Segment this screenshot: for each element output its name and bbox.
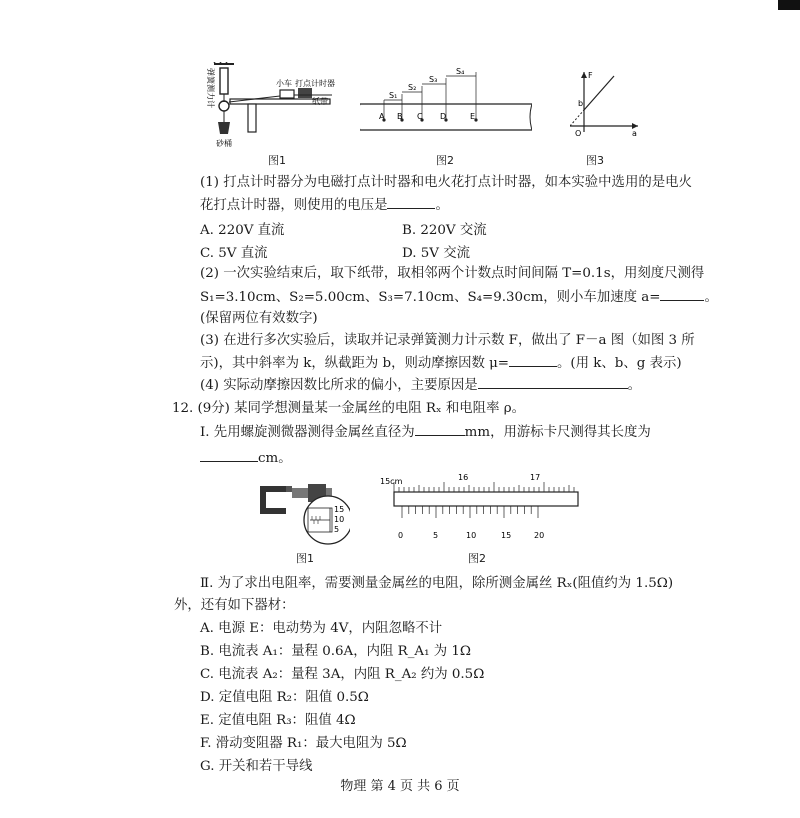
- micrometer-scale-5: 5: [334, 525, 340, 534]
- segment-S3: S₃: [429, 75, 438, 84]
- vernier-sub-0: 0: [398, 531, 404, 540]
- tape-point-D: D: [440, 112, 447, 121]
- q11-part3-end: 。(用 k、b、g 表示): [557, 356, 682, 371]
- q12-I-end: cm。: [258, 451, 292, 466]
- q11-part2-line2: [200, 288, 718, 307]
- q11-part2-text: S₁=3.10cm、S₂=5.00cm、S₃=7.10cm、S₄=9.30cm，则小车加速度 a=: [200, 290, 661, 305]
- equipment-item: C. 电流表 A₂：量程 3A，内阻 R_A₂ 约为 0.5Ω: [200, 667, 485, 682]
- answer-blank-acceleration[interactable]: [660, 288, 704, 301]
- answer-blank-voltage[interactable]: [387, 196, 435, 209]
- vernier-sub-15: 15: [501, 531, 512, 540]
- vernier-sub-20: 20: [534, 531, 545, 540]
- tape-point-A: A: [379, 112, 385, 121]
- page-footer: 物理 第 4 页 共 6 页: [340, 779, 460, 794]
- f-a-graph: [570, 70, 640, 140]
- option-D: D. 5V 交流: [402, 246, 470, 261]
- fig2-caption: 图2: [436, 154, 454, 167]
- q12-I-line2: [200, 449, 292, 468]
- apparatus-figure: [200, 62, 340, 154]
- vernier-sub-10: 10: [466, 531, 477, 540]
- q12-fig1-caption: 图1: [296, 552, 314, 565]
- cart-label: 小车: [276, 79, 292, 88]
- q12-heading: 12. (9分) 某同学想测量某一金属丝的电阻 Rₓ 和电阻率 ρ。: [172, 401, 525, 416]
- answer-blank-diameter[interactable]: [415, 423, 465, 436]
- vernier-main-17: 17: [530, 473, 541, 482]
- graph-label-a: a: [632, 129, 637, 138]
- graph-label-O: O: [575, 129, 582, 138]
- q11-part2-note: (保留两位有效数字): [200, 311, 318, 326]
- tape-point-E: E: [470, 112, 476, 121]
- vernier-main-16: 16: [458, 473, 469, 482]
- q11-part1-text: 花打点计时器，则使用的电压是: [200, 198, 388, 213]
- vernier-sub-5: 5: [433, 531, 439, 540]
- segment-S1: S₁: [389, 91, 398, 100]
- equipment-item: B. 电流表 A₁：量程 0.6A，内阻 R_A₁ 为 1Ω: [200, 644, 471, 659]
- bucket-label: 砂桶: [216, 139, 232, 148]
- q12-I-line1: [200, 423, 651, 442]
- q11-part1-line2: [200, 196, 449, 215]
- equipment-item: E. 定值电阻 R₃：阻值 4Ω: [200, 713, 356, 728]
- segment-S4: S₄: [456, 68, 465, 76]
- q12-II-line1: Ⅱ. 为了求出电阻率，需要测量金属丝的电阻，除所测金属丝 Rₓ(阻值约为 1.5Ω): [200, 576, 674, 591]
- answer-blank-length[interactable]: [200, 449, 258, 462]
- answer-blank-friction[interactable]: [509, 354, 557, 367]
- q11-part2-line1: (2) 一次实验结束后，取下纸带，取相邻两个计数点时间间隔 T=0.1s，用刻度尺测得: [200, 266, 705, 281]
- tape-label: 纸带: [312, 97, 328, 106]
- equipment-item: A. 电源 E：电动势为 4V，内阻忽略不计: [200, 621, 443, 636]
- q12-I-text: Ⅰ. 先用螺旋测微器测得金属丝直径为: [200, 425, 415, 440]
- fig1-caption: 图1: [268, 154, 286, 167]
- timer-label: 打点计时器: [295, 79, 335, 88]
- graph-label-F: F: [588, 71, 593, 80]
- answer-blank-reason[interactable]: [478, 376, 628, 389]
- q11-part4: [200, 376, 641, 395]
- force-meter-label: 弹簧测力计: [206, 68, 215, 108]
- q11-part4-text: (4) 实际动摩擦因数比所求的偏小，主要原因是: [200, 378, 478, 393]
- micrometer-scale-10: 10: [334, 515, 345, 524]
- tape-point-C: C: [417, 112, 423, 121]
- q12-I-text2: mm，用游标卡尺测得其长度为: [464, 425, 651, 440]
- q11-part1-end: 。: [435, 198, 449, 213]
- micrometer-scale-15: 15: [334, 505, 345, 514]
- q11-part3-text: 示)，其中斜率为 k，纵截距为 b，则动摩擦因数 μ=: [200, 356, 510, 371]
- fig3-caption: 图3: [586, 154, 604, 167]
- q11-part3-line1: (3) 在进行多次实验后，读取并记录弹簧测力计示数 F，做出了 F－a 图（如图 3 所: [200, 333, 695, 348]
- vernier-figure: [378, 472, 580, 542]
- q11-part4-end: 。: [627, 378, 642, 393]
- q12-II-line2: 外，还有如下器材：: [174, 598, 295, 613]
- tape-figure: [360, 68, 532, 138]
- equipment-item: F. 滑动变阻器 R₁：最大电阻为 5Ω: [200, 736, 407, 751]
- vernier-main-15cm: 15cm: [380, 477, 403, 486]
- corner-mark: [778, 0, 800, 10]
- micrometer-figure: [250, 474, 350, 548]
- q11-part1-line1: (1) 打点计时器分为电磁打点计时器和电火花打点计时器，如本实验中选用的是电火: [200, 175, 692, 190]
- q11-part3-line2: [200, 354, 682, 373]
- tape-point-B: B: [397, 112, 403, 121]
- option-A: A. 220V 直流: [200, 223, 285, 238]
- option-C: C. 5V 直流: [200, 246, 268, 261]
- option-B: B. 220V 交流: [402, 223, 487, 238]
- equipment-item: G. 开关和若干导线: [200, 759, 313, 774]
- q12-fig2-caption: 图2: [468, 552, 486, 565]
- equipment-item: D. 定值电阻 R₂：阻值 0.5Ω: [200, 690, 369, 705]
- q11-part2-end: 。: [704, 290, 718, 305]
- graph-label-b: b: [578, 99, 584, 108]
- segment-S2: S₂: [408, 83, 417, 92]
